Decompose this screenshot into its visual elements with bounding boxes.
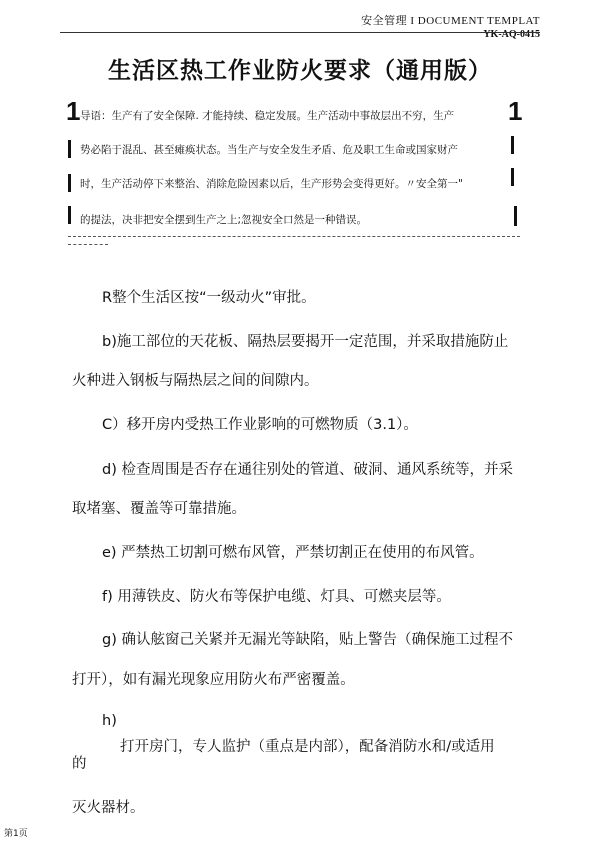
intro-bar [511, 168, 514, 186]
item-b-line1: b)施工部位的天花板、隔热层要揭开一定范围，并采取措施防止 [102, 334, 509, 350]
intro-bar [511, 136, 514, 154]
item-a: R整个生活区按“一级动火”审批。 [102, 290, 316, 306]
intro-bottom-rule-tail [68, 244, 108, 245]
intro-bar [68, 174, 71, 192]
item-f: f) 用薄铁皮、防火布等保护电缆、灯具、可燃夹层等。 [102, 589, 451, 605]
item-g-line1: g) 确认舷窗己关紧并无漏光等缺陷，贴上警告（确保施工过程不 [102, 632, 513, 648]
intro-bar [68, 140, 71, 158]
item-e: e) 严禁热工切割可燃布风管，严禁切割正在使用的布风管。 [102, 545, 484, 561]
item-b-line2: 火种进入钢板与隔热层之间的间隙内。 [72, 373, 319, 389]
page-title: 生活区热工作业防火要求（通用版） [108, 58, 492, 84]
intro-bottom-rule [68, 236, 520, 251]
header-document-code: YK-AQ-0415 [483, 29, 540, 40]
intro-bar [68, 206, 71, 224]
header-category: 安全管理 I DOCUMENT TEMPLAT [361, 15, 540, 27]
intro-line-text: 时，生产活动停下来整治、消除危险因素以后，生产形势会变得更好。〃安全第一" [80, 178, 463, 190]
intro-marker-left: 1 [66, 96, 81, 126]
intro-marker-right: 1 [508, 96, 523, 126]
item-h-line1: 打开房门，专人监护（重点是内部），配备消防水和/或适用 [120, 739, 495, 755]
header-rule [60, 32, 540, 33]
page-number: 第1页 [4, 829, 28, 839]
item-g-line2: 打开），如有漏光现象应用防火布严密覆盖。 [72, 672, 355, 688]
intro-line-text: 的提法，决非把安全摆到生产之上;忽视安全口然是一种错误。 [80, 214, 368, 226]
intro-bar [514, 206, 517, 226]
item-c: C）移开房内受热工作业影响的可燃物质（3.1）。 [102, 417, 418, 433]
intro-line-text: 势必陷于混乱、甚至瘫痪状态。当生产与安全发生矛盾、危及职工生命或国家财产 [80, 144, 458, 156]
item-h-line2: 的 [72, 756, 87, 772]
item-d-line2: 取堵塞、覆盖等可靠措施。 [72, 501, 246, 517]
document-header [361, 14, 540, 42]
item-d-line1: d) 检查周围是否存在通往别处的管道、破洞、通风系统等，并采 [102, 462, 513, 478]
item-h-label: h) [102, 713, 117, 729]
item-h-line3: 灭火器材。 [72, 800, 145, 816]
intro-line-text: 导语：生产有了安全保障. 才能持续、稳定发展。生产活动中事故层出不穷，生产 [80, 110, 455, 122]
